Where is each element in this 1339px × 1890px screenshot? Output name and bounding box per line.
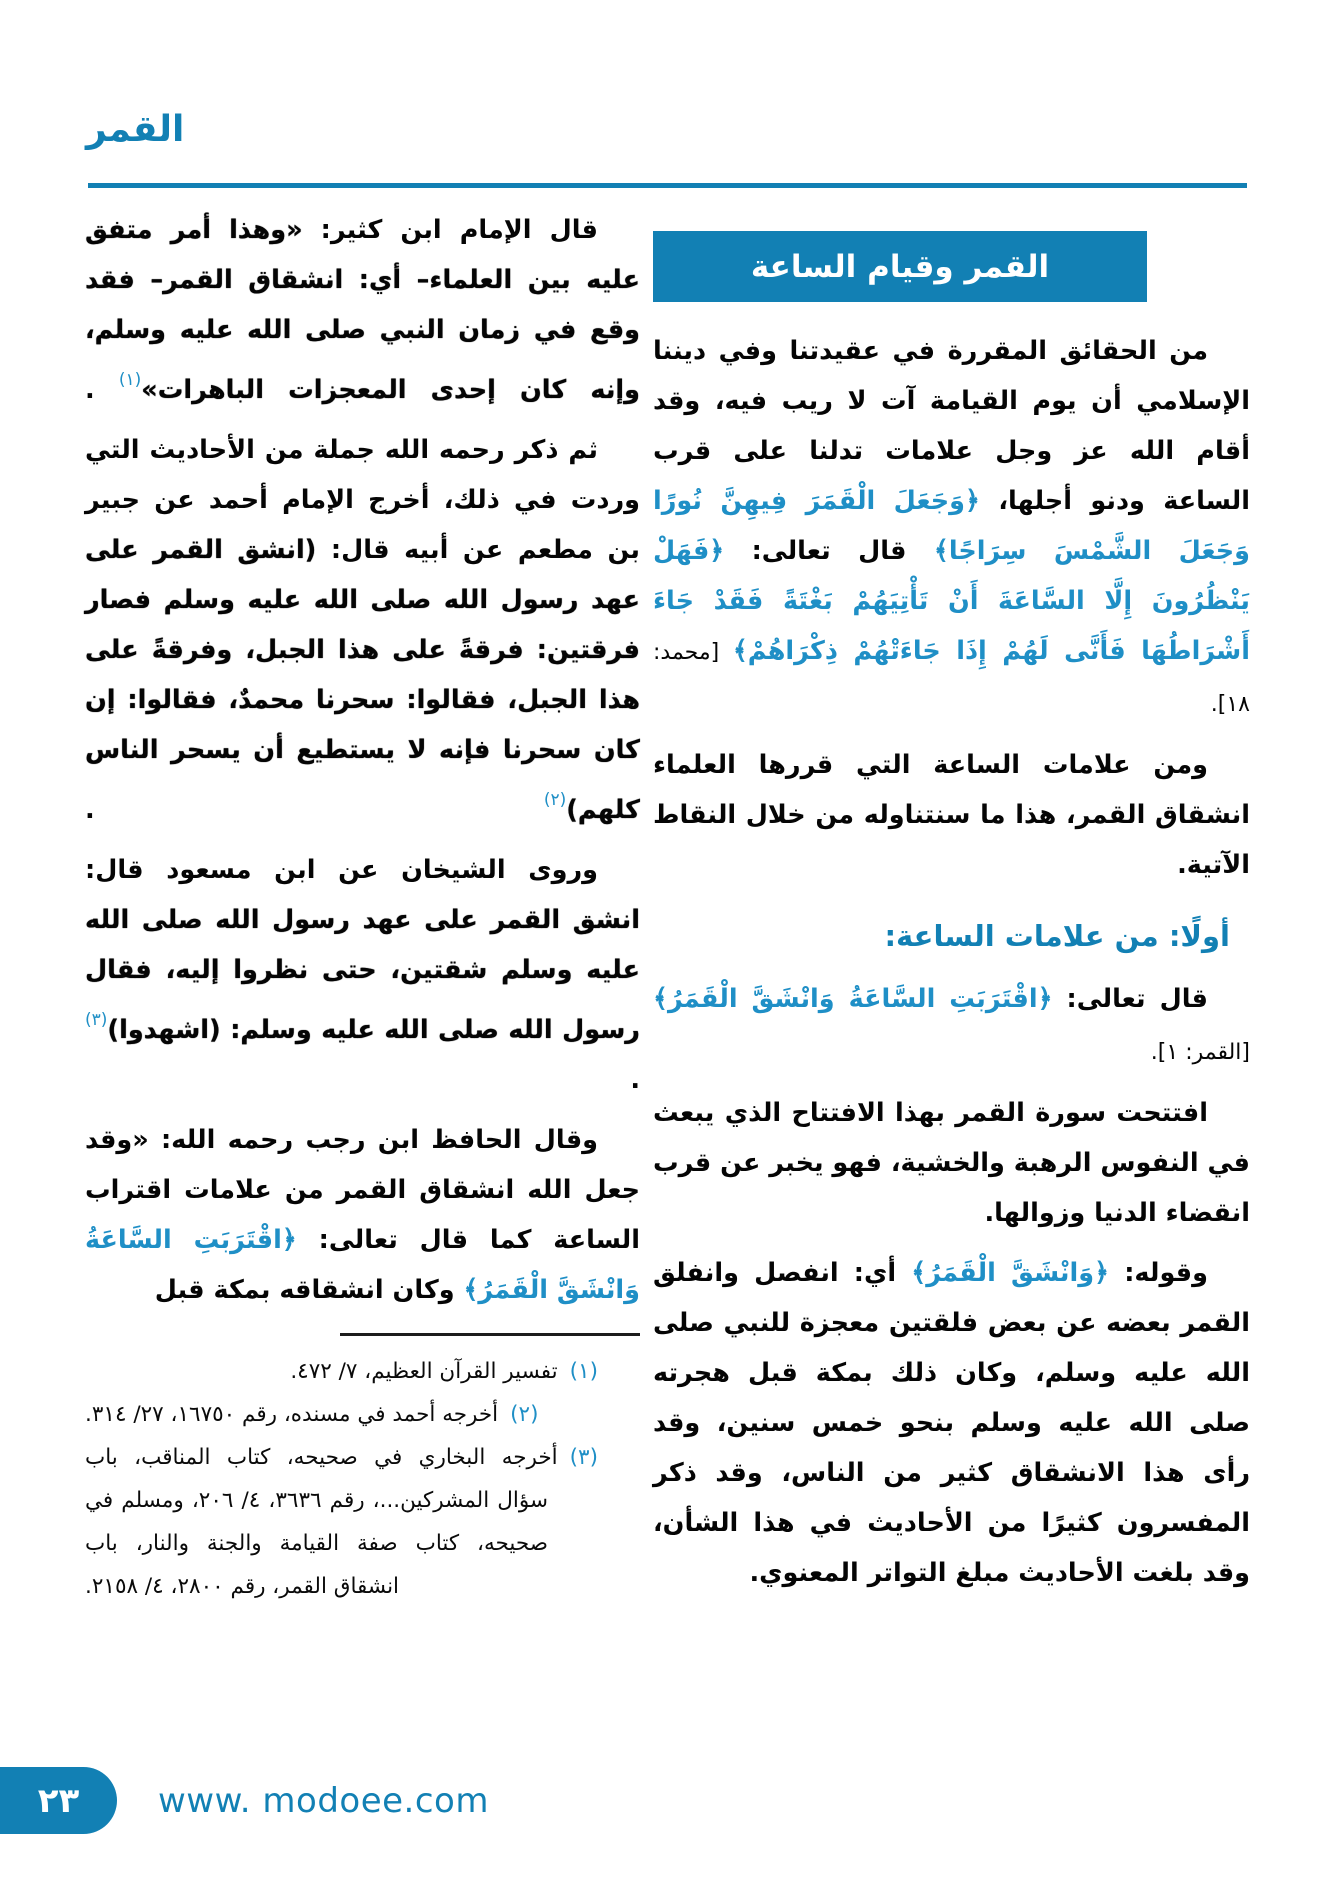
paragraph: وقال الحافظ ابن رجب رحمه الله: «وقد جعل الله انشقاق القمر من علامات اقتراب الساعة كما قال تعالى: ﴿اقْتَرَبَتِ السَّاعَةُ وَانْشَقَّ الْقَمَرُ﴾ وكان انشقاقه بمكة قبل [85,1125,640,1305]
column-left [85,205,640,1608]
content-columns [85,205,1250,1608]
footnotes-block [85,1350,640,1608]
subheading-signs-of-the-hour: أولًا: من علامات الساعة: [884,919,1230,953]
paragraph: وقوله: ﴿وَانْشَقَّ الْقَمَرُ﴾ أي: انفصل وانفلق القمر بعضه عن بعض فلقتين معجزة للنبي صلى الله عليه وسلم، وكان ذلك بمكة قبل هجرته صلى الله عليه وسلم بنحو خمس سنين، وقد رأى هذا الانشقاق كثير من الناس، وقد ذكر المفسرون كثيرًا من الأحاديث في هذا الشأن، وقد بلغت الأحاديث مبلغ التواتر المعنوي. [653,1257,1250,1588]
paragraph: افتتحت سورة القمر بهذا الافتتاح الذي يبعث في النفوس الرهبة والخشية، فهو يخبر عن قرب انقضاء الدنيا وزوالها. [653,1097,1250,1228]
header-rule [88,183,1247,188]
section-title: القمر وقيام الساعة [750,248,1050,285]
footnote-marker: (٣) [569,1445,598,1470]
footnote [85,1350,640,1393]
footnote-separator-rule [340,1333,640,1336]
footnote-text: تفسير القرآن العظيم، ٧/ ٤٧٢. [290,1359,558,1384]
running-title: القمر [86,109,185,150]
paragraph: قال تعالى: ﴿اقْتَرَبَتِ السَّاعَةُ وَانْشَقَّ الْقَمَرُ﴾ [القمر: ١]. [653,983,1250,1065]
paragraph: ومن علامات الساعة التي قررها العلماء انشقاق القمر، هذا ما سنتناوله من خلال النقاط الآتية. [653,750,1250,880]
paragraph: قال الإمام ابن كثير: «وهذا أمر متفق عليه بين العلماء– أي: انشقاق القمر– فقد وقع في زمان النبي صلى الله عليه وسلم، وإنه كان إحدى المعجزات الباهرات»$^{(١)}$ . [85,215,640,405]
paragraph: ثم ذكر رحمه الله جملة من الأحاديث التي وردت في ذلك، أخرج الإمام أحمد عن جبير بن مطعم عن أبيه قال: (انشق القمر على عهد رسول الله صلى الله عليه وسلم فصار فرقتين: فرقةً على هذا الجبل، وفرقةً على هذا الجبل، فقالوا: سحرنا محمدٌ، فقالوا: إن كان سحرنا فإنه لا يستطيع أن يسحر الناس كلهم)$^{(٢)}$ . [85,435,640,825]
footnote-marker: (١) [569,1359,598,1384]
page-number-badge [0,1767,117,1834]
footnote [85,1393,640,1436]
footnote-marker: (٢) [510,1402,539,1427]
paragraph: من الحقائق المقررة في عقيدتنا وفي ديننا الإسلامي أن يوم القيامة آت لا ريب فيه، وقد أقام الله عز وجل علامات تدلنا على قرب الساعة ودنو أجلها، ﴿وَجَعَلَ الْقَمَرَ فِيهِنَّ نُورًا وَجَعَلَ الشَّمْسَ سِرَاجًا﴾ قال تعالى: ﴿فَهَلْ يَنْظُرُونَ إِلَّا السَّاعَةَ أَنْ تَأْتِيَهُمْ بَغْتَةً فَقَدْ جَاءَ أَشْرَاطُهَا فَأَنَّى لَهُمْ إِذَا جَاءَتْهُمْ ذِكْرَاهُمْ﴾ [محمد: ١٨]. [653,336,1250,717]
footnote-text: أخرجه أحمد في مسنده، رقم ١٦٧٥٠، ٢٧/ ٣١٤. [85,1402,499,1427]
paragraph: وروى الشيخان عن ابن مسعود قال: انشق القمر على عهد رسول الله صلى الله عليه وسلم شقتين، حتى نظروا إليه، فقال رسول الله صلى الله عليه وسلم: (اشهدوا)$^{(٣)}$ . [85,855,640,1095]
page-number: ٢٣ [37,1780,80,1821]
website-url: www. modoee.com [158,1781,489,1821]
footnote-text: أخرجه البخاري في صحيحه، كتاب المناقب، باب سؤال المشركين...، رقم ٣٦٣٦، ٤/ ٢٠٦، ومسلم في صحيحه، كتاب صفة القيامة والجنة والنار، باب انشقاق القمر، رقم ٢٨٠٠، ٤/ ٢١٥٨. [85,1445,558,1599]
footnote [85,1436,640,1608]
section-title-box [653,231,1147,302]
column-right [653,205,1250,1608]
